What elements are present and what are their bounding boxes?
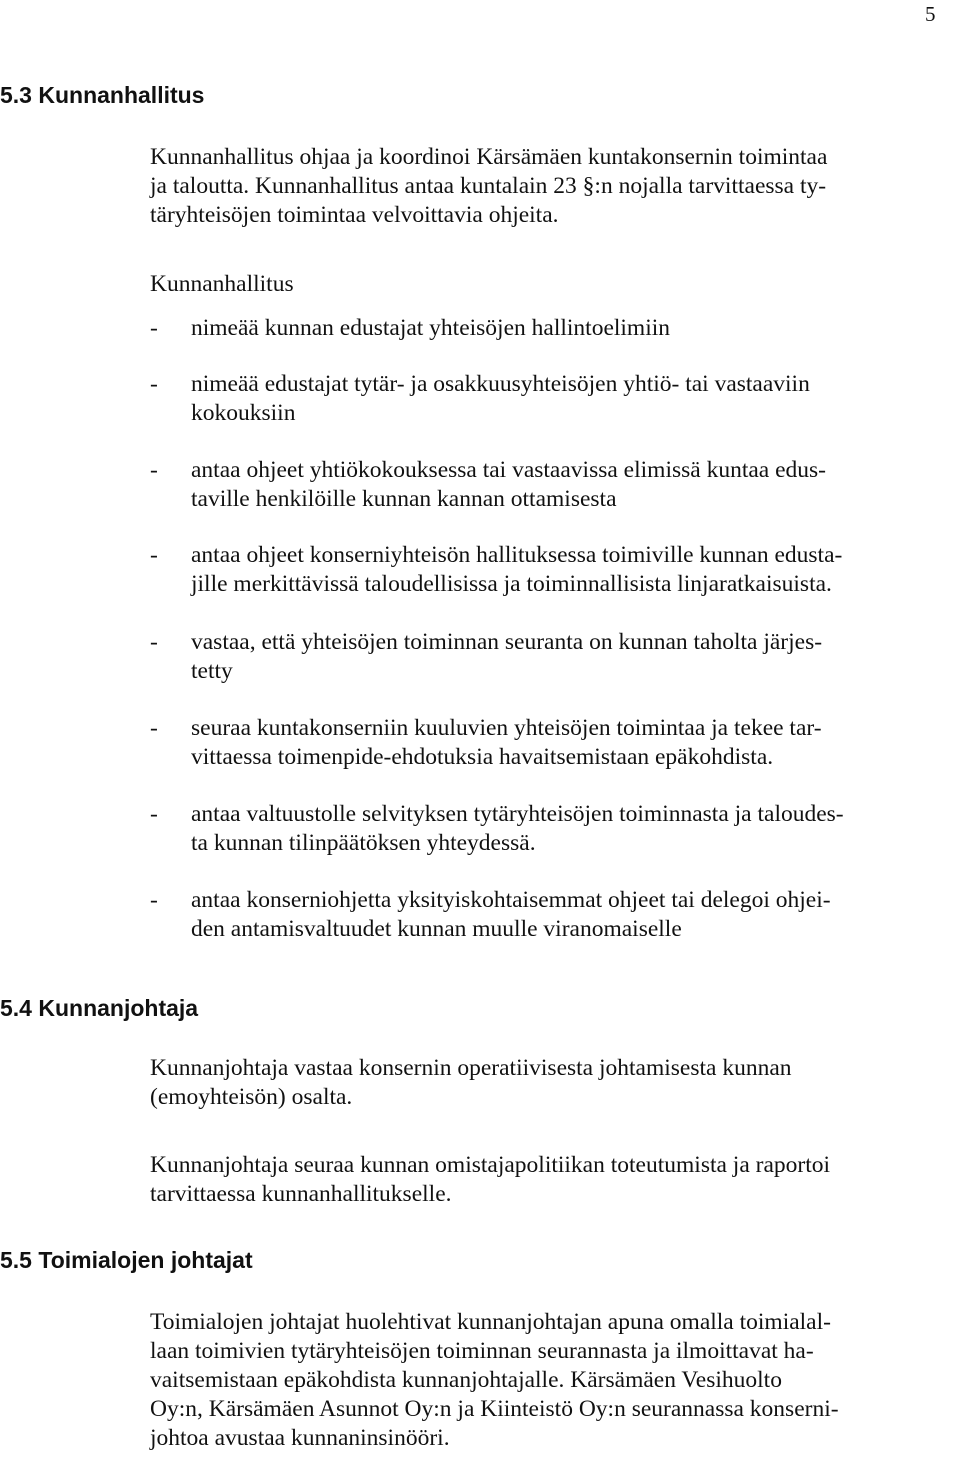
section-heading-kunnanhallitus: 5.3 Kunnanhallitus — [0, 82, 205, 108]
kunnanjohtaja-paragraph-1: Kunnanjohtaja vastaa konsernin operatiivisesta johtamisesta kunnan (emoyhteisön) osalta. — [150, 1055, 792, 1110]
list-item — [150, 541, 955, 599]
kunnanhallitus-lead-text: Kunnanhallitus — [150, 271, 294, 297]
list-item-text: antaa valtuustolle selvityksen tytäryhteisöjen toiminnasta ja taloudes- ta kunnan tilinpäätöksen yhteydessä. — [191, 801, 844, 856]
list-item — [150, 370, 955, 428]
list-dash: - — [150, 801, 158, 827]
list-item-text: antaa ohjeet konserniyhteisön hallituksessa toimiville kunnan edusta- jille merkittävissä taloudellisissa ja toiminnallisista linjaratkaisuista. — [191, 542, 843, 597]
list-item — [150, 628, 955, 686]
list-dash: - — [150, 371, 158, 397]
section-heading-toimialojen-johtajat: 5.5 Toimialojen johtajat — [0, 1247, 253, 1273]
toimialojen-johtajat-paragraph: Toimialojen johtajat huolehtivat kunnanjohtajan apuna omalla toimialal- laan toimivien tytäryhteisöjen toiminnan seurannasta ja ilmoittavat ha- vaitsemistaan epäkohdista kunnanjohtajalle. Kärsämäen Vesihuolto Oy:n, Kärsämäen Asunnot Oy:n ja Kiinteistö Oy:n seurannassa konserni- johtoa avustaa kunnaninsinööri. — [150, 1309, 839, 1451]
section-heading-kunnanjohtaja: 5.4 Kunnanjohtaja — [0, 995, 199, 1021]
list-item — [150, 800, 955, 858]
list-dash: - — [150, 542, 158, 568]
list-dash: - — [150, 315, 158, 341]
list-item — [150, 314, 955, 343]
list-dash: - — [150, 715, 158, 741]
kunnanhallitus-intro-paragraph: Kunnanhallitus ohjaa ja koordinoi Kärsämäen kuntakonsernin toimintaa ja taloutta. Kunnanhallitus antaa kuntalain 23 §:n nojalla tarvittaessa ty- täryhteisöjen toimintaa velvoittavia ohjeita. — [150, 144, 828, 228]
list-item-text: antaa ohjeet yhtiökokouksessa tai vastaavissa elimissä kuntaa edus- taville henkilöille kunnan kannan ottamisesta — [191, 457, 826, 512]
list-dash: - — [150, 887, 158, 913]
list-item-text: nimeää kunnan edustajat yhteisöjen hallintoelimiin — [191, 315, 671, 341]
list-item-text: nimeää edustajat tytär- ja osakkuusyhteisöjen yhtiö- tai vastaaviin kokouksiin — [191, 371, 810, 426]
list-item-text: vastaa, että yhteisöjen toiminnan seuranta on kunnan taholta järjes- tetty — [191, 629, 823, 684]
list-item — [150, 886, 955, 944]
page-number: 5 — [925, 2, 936, 26]
list-item — [150, 456, 955, 514]
list-dash: - — [150, 457, 158, 483]
list-item-text: antaa konserniohjetta yksityiskohtaisemmat ohjeet tai delegoi ohjei- den antamisvaltuudet kunnan muulle viranomaiselle — [191, 887, 831, 942]
list-item — [150, 714, 955, 772]
kunnanjohtaja-paragraph-2: Kunnanjohtaja seuraa kunnan omistajapolitiikan toteutumista ja raportoi tarvittaessa kunnanhallitukselle. — [150, 1152, 831, 1207]
list-item-text: seuraa kuntakonserniin kuuluvien yhteisöjen toimintaa ja tekee tar- vittaessa toimenpide-ehdotuksia havaitsemistaan epäkohdista. — [191, 715, 822, 770]
list-dash: - — [150, 629, 158, 655]
